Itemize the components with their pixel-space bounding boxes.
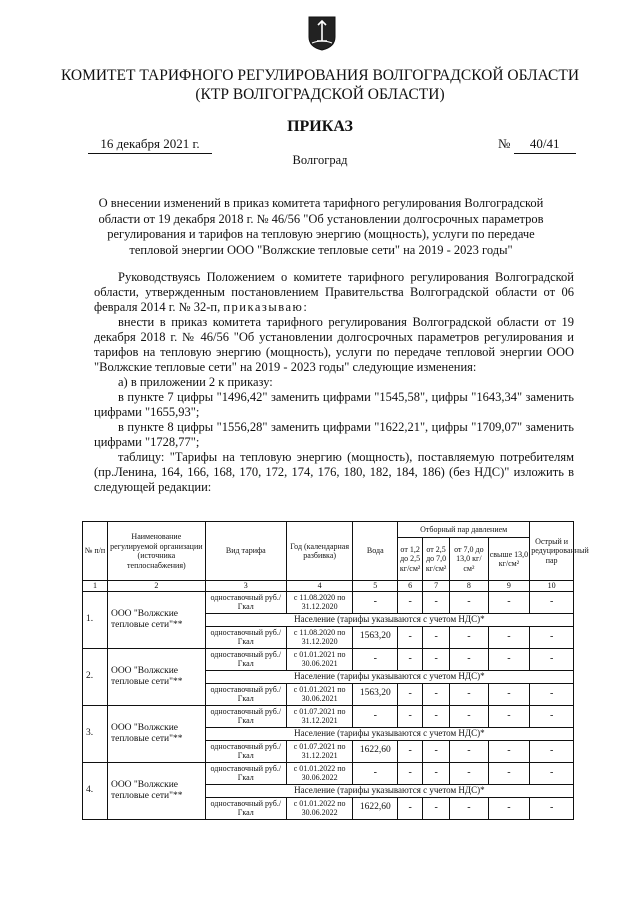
row-period: с 01.01.2022 по 30.06.2022 xyxy=(286,797,353,819)
row-water: - xyxy=(353,648,398,670)
body-paragraph: а) в приложении 2 к приказу: xyxy=(118,375,273,389)
header-steam-2: от 2,5 до 7,0 кг/см² xyxy=(423,538,450,581)
header-water: Вода xyxy=(353,522,398,581)
row-dash: - xyxy=(530,683,574,705)
document-date: 16 декабря 2021 г. xyxy=(88,136,212,154)
row-dash: - xyxy=(398,762,423,784)
row-dash: - xyxy=(423,591,450,613)
row-dash: - xyxy=(450,797,488,819)
row-dash: - xyxy=(488,683,530,705)
table-header-row xyxy=(83,522,574,538)
row-index: 1. xyxy=(83,591,108,648)
row-tariff-type: одноставочный руб./Гкал xyxy=(205,762,286,784)
column-number: 4 xyxy=(286,581,353,592)
row-water: 1622,60 xyxy=(353,740,398,762)
row-dash: - xyxy=(530,705,574,727)
row-dash: - xyxy=(423,705,450,727)
body-paragraph: в пункте 8 цифры "1556,28" заменить цифрами "1622,21", цифры "1709,07" заменить цифрами "1728,77"; xyxy=(94,420,574,449)
row-dash: - xyxy=(530,797,574,819)
header-period: Год (календарная разбивка) xyxy=(286,522,353,581)
row-dash: - xyxy=(488,626,530,648)
header-org: Наименование регулируемой организации (источника теплоснабжения) xyxy=(107,522,205,581)
number-label: № xyxy=(498,136,511,151)
row-period: с 01.01.2021 по 30.06.2021 xyxy=(286,683,353,705)
row-water: - xyxy=(353,591,398,613)
row-index: 3. xyxy=(83,705,108,762)
row-dash: - xyxy=(450,591,488,613)
column-number-row xyxy=(83,581,574,592)
column-number: 10 xyxy=(530,581,574,592)
column-number: 9 xyxy=(488,581,530,592)
header-num: № п/п xyxy=(83,522,108,581)
row-dash: - xyxy=(530,626,574,648)
row-dash: - xyxy=(530,591,574,613)
row-dash: - xyxy=(450,740,488,762)
order-word: приказываю: xyxy=(223,300,309,314)
table-row xyxy=(83,705,574,727)
row-dash: - xyxy=(450,683,488,705)
column-number: 2 xyxy=(107,581,205,592)
table-row xyxy=(83,648,574,670)
row-dash: - xyxy=(398,705,423,727)
row-dash: - xyxy=(530,648,574,670)
column-number: 1 xyxy=(83,581,108,592)
row-period: с 11.08.2020 по 31.12.2020 xyxy=(286,626,353,648)
body-paragraph: в пункте 7 цифры "1496,42" заменить цифрами "1545,58", цифры "1643,34" заменить цифрами "1655,93"; xyxy=(94,390,574,419)
row-organization: ООО "Волжские тепловые сети"** xyxy=(107,762,205,819)
header-steam-group: Отборный пар давлением xyxy=(398,522,530,538)
row-dash: - xyxy=(530,740,574,762)
row-tariff-type: одноставочный руб./Гкал xyxy=(205,591,286,613)
row-index: 4. xyxy=(83,762,108,819)
row-dash: - xyxy=(450,705,488,727)
population-label: Население (тарифы указываются с учетом НДС)* xyxy=(205,613,573,626)
header-steam-4: свыше 13,0 кг/см² xyxy=(488,538,530,581)
population-label: Население (тарифы указываются с учетом НДС)* xyxy=(205,784,573,797)
row-organization: ООО "Волжские тепловые сети"** xyxy=(107,591,205,648)
row-dash: - xyxy=(450,762,488,784)
row-dash: - xyxy=(398,740,423,762)
body-paragraph: внести в приказ комитета тарифного регулирования Волгоградской области от 19 декабря 2018 г. № 46/56 "Об установлении долгосрочных параметров регулирования и тарифов на тепловую энергию (мощность), услуги по передаче тепловой энергии ООО "Волжские тепловые сети" на 2019 - 2023 годы" следующие изменения: xyxy=(94,315,574,374)
row-dash: - xyxy=(423,740,450,762)
paragraph-text: Руководствуясь Положением о комитете тарифного регулирования Волгоградской области, утвержденным постановлением Правительства Волгоградской области от 06 февраля 2014 г. № 32-п, xyxy=(94,270,574,314)
row-dash: - xyxy=(423,762,450,784)
row-dash: - xyxy=(488,705,530,727)
document-number xyxy=(498,136,576,154)
row-dash: - xyxy=(398,591,423,613)
row-water: 1622,60 xyxy=(353,797,398,819)
city: Волгоград xyxy=(292,153,348,167)
document-type: ПРИКАЗ xyxy=(287,118,353,135)
row-water: - xyxy=(353,762,398,784)
body-paragraph: таблицу: "Тарифы на тепловую энергию (мощность), поставляемую потребителям (пр.Ленина, 164, 166, 168, 170, 172, 174, 176, 180, 182, 184, 186) (без НДС)" изложить в следующей редакции: xyxy=(94,450,574,494)
population-label: Население (тарифы указываются с учетом НДС)* xyxy=(205,727,573,740)
row-tariff-type: одноставочный руб./Гкал xyxy=(205,797,286,819)
row-period: с 01.01.2021 по 30.06.2021 xyxy=(286,648,353,670)
document-body xyxy=(94,270,574,495)
number-value: 40/41 xyxy=(514,136,576,154)
population-label: Население (тарифы указываются с учетом НДС)* xyxy=(205,670,573,683)
row-tariff-type: одноставочный руб./Гкал xyxy=(205,648,286,670)
row-period: с 01.07.2021 по 31.12.2021 xyxy=(286,705,353,727)
row-dash: - xyxy=(423,683,450,705)
row-dash: - xyxy=(488,797,530,819)
row-dash: - xyxy=(398,626,423,648)
column-number: 7 xyxy=(423,581,450,592)
header-live-steam: Острый и редуцированный пар xyxy=(530,522,574,581)
column-number: 8 xyxy=(450,581,488,592)
row-organization: ООО "Волжские тепловые сети"** xyxy=(107,648,205,705)
header-tariff-type: Вид тарифа xyxy=(205,522,286,581)
table-row xyxy=(83,762,574,784)
tariff-table xyxy=(82,521,589,820)
column-number: 6 xyxy=(398,581,423,592)
row-dash: - xyxy=(488,740,530,762)
row-tariff-type: одноставочный руб./Гкал xyxy=(205,626,286,648)
row-index: 2. xyxy=(83,648,108,705)
row-dash: - xyxy=(398,683,423,705)
header-steam-1: от 1,2 до 2,5 кг/см² xyxy=(398,538,423,581)
header-steam-3: от 7,0 до 13,0 кг/см² xyxy=(450,538,488,581)
row-tariff-type: одноставочный руб./Гкал xyxy=(205,705,286,727)
row-dash: - xyxy=(488,591,530,613)
row-organization: ООО "Волжские тепловые сети"** xyxy=(107,705,205,762)
row-dash: - xyxy=(488,762,530,784)
row-tariff-type: одноставочный руб./Гкал xyxy=(205,683,286,705)
row-dash: - xyxy=(450,648,488,670)
row-dash: - xyxy=(450,626,488,648)
row-period: с 01.01.2022 по 30.06.2022 xyxy=(286,762,353,784)
row-water: 1563,20 xyxy=(353,626,398,648)
row-period: с 01.07.2021 по 31.12.2021 xyxy=(286,740,353,762)
row-dash: - xyxy=(488,648,530,670)
table-row xyxy=(83,591,574,613)
row-tariff-type: одноставочный руб./Гкал xyxy=(205,740,286,762)
row-dash: - xyxy=(423,648,450,670)
column-number: 3 xyxy=(205,581,286,592)
coat-of-arms-icon xyxy=(307,15,337,51)
row-dash: - xyxy=(398,648,423,670)
row-dash: - xyxy=(530,762,574,784)
organization-abbreviation: (КТР ВОЛГОГРАДСКОЙ ОБЛАСТИ) xyxy=(195,86,445,103)
row-water: 1563,20 xyxy=(353,683,398,705)
row-dash: - xyxy=(398,797,423,819)
row-dash: - xyxy=(423,626,450,648)
organization-name: КОМИТЕТ ТАРИФНОГО РЕГУЛИРОВАНИЯ ВОЛГОГРАДСКОЙ ОБЛАСТИ xyxy=(60,67,580,84)
row-dash: - xyxy=(423,797,450,819)
column-number: 5 xyxy=(353,581,398,592)
document-subject: О внесении изменений в приказ комитета тарифного регулирования Волгоградской области от 19 декабря 2018 г. № 46/56 "Об установлении долгосрочных параметров регулирования и тарифов на тепловую энергию (мощность), услуги по передаче тепловой энергии ООО "Волжские тепловые сети" на 2019 - 2023 годы" xyxy=(98,196,544,257)
row-period: с 11.08.2020 по 31.12.2020 xyxy=(286,591,353,613)
row-water: - xyxy=(353,705,398,727)
body-paragraph xyxy=(94,270,574,315)
